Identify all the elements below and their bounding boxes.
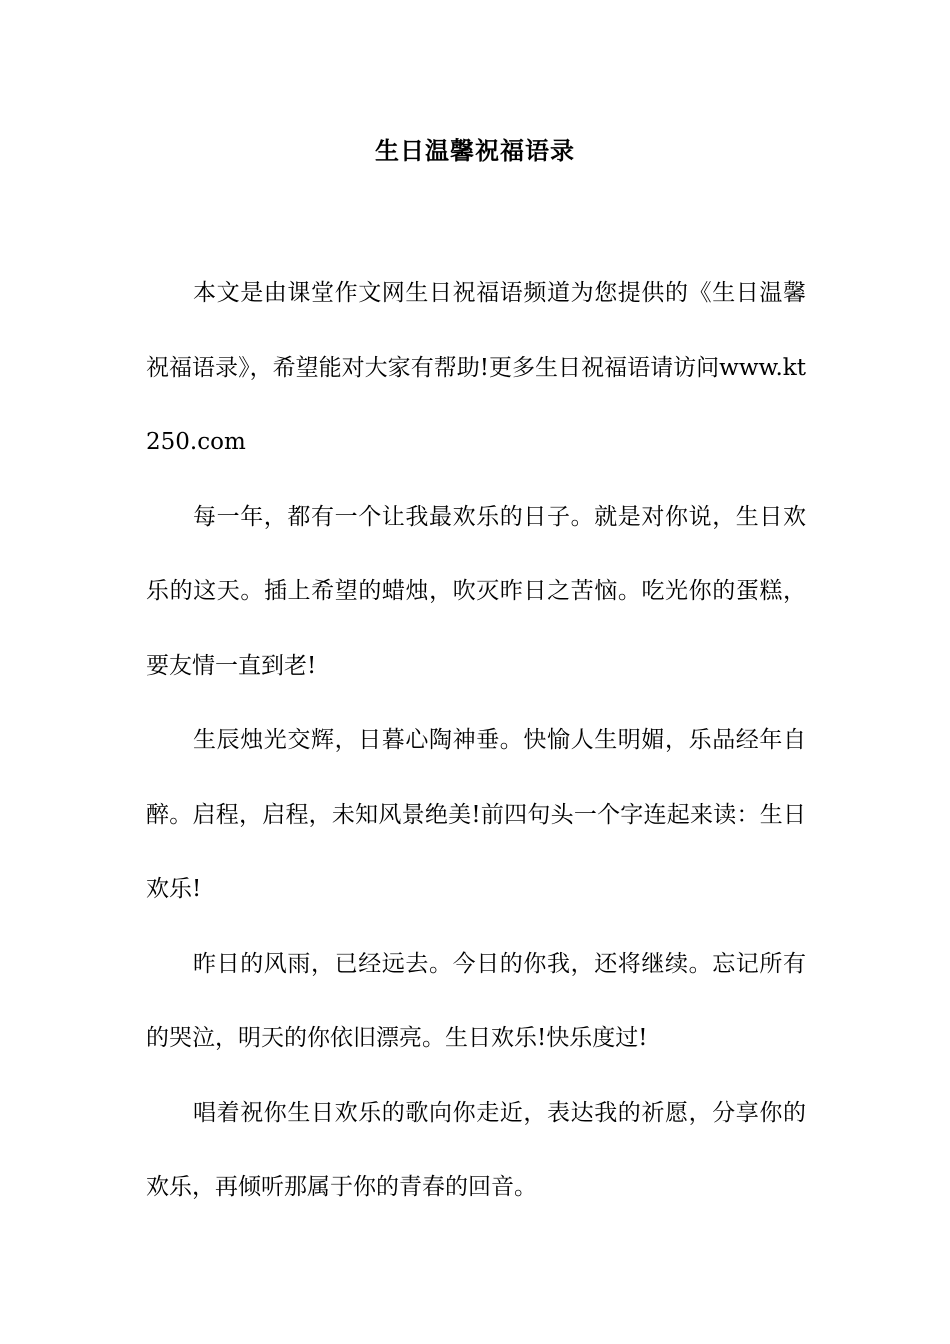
paragraph-2: 生辰烛光交辉，日暮心陶神垂。快愉人生明媚，乐品经年自醉。启程，启程，未知风景绝美!前四句头一个字连起来读：生日欢乐! bbox=[146, 727, 806, 902]
paragraph-1: 每一年，都有一个让我最欢乐的日子。就是对你说，生日欢乐的这天。插上希望的蜡烛，吹灭昨日之苦恼。吃光你的蛋糕，要友情一直到老! bbox=[146, 503, 806, 679]
document-title: 生日温馨祝福语录 bbox=[375, 136, 575, 165]
paragraph-3: 昨日的风雨，已经远去。今日的你我，还将继续。忘记所有的哭泣，明天的你依旧漂亮。生日欢乐!快乐度过! bbox=[146, 950, 806, 1051]
document-body bbox=[146, 256, 806, 1225]
paragraph-4: 唱着祝你生日欢乐的歌向你走近，表达我的祈愿，分享你的欢乐，再倾听那属于你的青春的回音。 bbox=[146, 1099, 806, 1200]
paragraph-intro: 本文是由课堂作文网生日祝福语频道为您提供的《生日温馨祝福语录》，希望能对大家有帮助!更多生日祝福语请访问www.kt250.com bbox=[146, 280, 806, 455]
